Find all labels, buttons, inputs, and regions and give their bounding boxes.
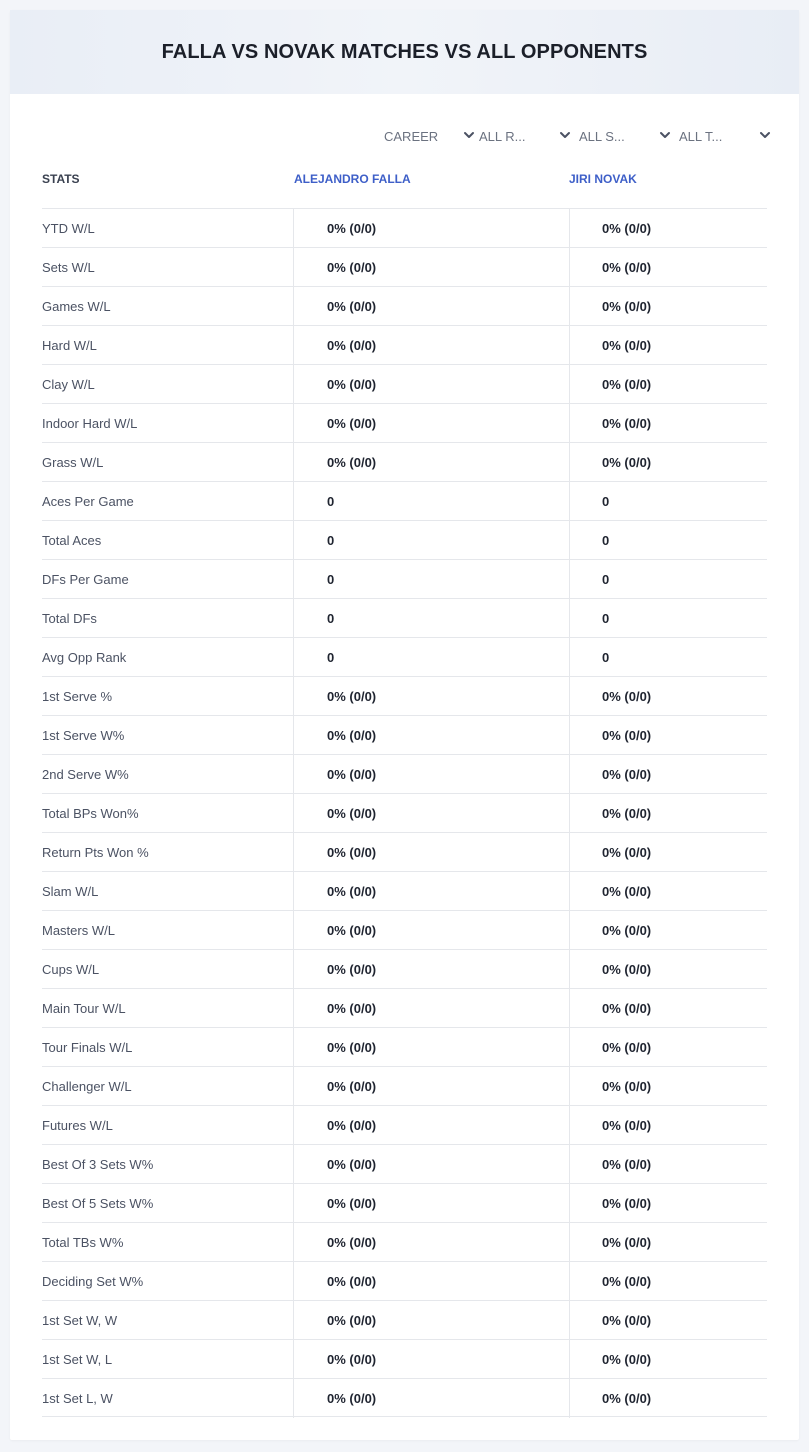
player1-stat-value: 0% (0/0) — [293, 950, 569, 989]
table-row — [42, 559, 767, 598]
player1-stat-value: 0% (0/0) — [293, 989, 569, 1028]
table-row — [42, 637, 767, 676]
stat-label: 1st Set W, W — [42, 1313, 118, 1328]
player2-stat-value: 0% (0/0) — [569, 950, 767, 989]
player1-stat-value: 0% (0/0) — [293, 1301, 569, 1340]
stat-label: 1st Serve % — [42, 689, 113, 704]
stat-label: 1st Serve W% — [42, 728, 125, 743]
table-row — [42, 325, 767, 364]
player2-stat-value: 0 — [569, 599, 767, 638]
chevron-down-icon — [658, 128, 672, 142]
page-title: FALLA VS NOVAK MATCHES VS ALL OPPONENTS — [161, 40, 648, 63]
player2-stat-value: 0% (0/0) — [569, 872, 767, 911]
table-row — [42, 832, 767, 871]
table-row — [42, 676, 767, 715]
player1-stat-value: 0% (0/0) — [293, 287, 569, 326]
player2-stat-value: 0% (0/0) — [569, 404, 767, 443]
player1-stat-value: 0 — [293, 521, 569, 560]
player1-stat-value: 0% (0/0) — [293, 443, 569, 482]
stat-label: Main Tour W/L — [42, 1001, 126, 1016]
table-row — [42, 208, 767, 247]
stat-label: Total BPs Won% — [42, 806, 139, 821]
table-row — [42, 520, 767, 559]
stat-label: 1st Set W, L — [42, 1352, 113, 1367]
stats-card — [10, 10, 799, 1440]
stat-label: Return Pts Won % — [42, 845, 149, 860]
stat-label: DFs Per Game — [42, 572, 129, 587]
stat-label: Hard W/L — [42, 338, 97, 353]
round-select[interactable] — [479, 126, 569, 146]
stat-label: Total DFs — [42, 611, 97, 626]
player2-stat-value: 0% (0/0) — [569, 677, 767, 716]
stat-label: Indoor Hard W/L — [42, 416, 138, 431]
table-row — [42, 1300, 767, 1339]
round-select-value: ALL R... — [479, 128, 526, 144]
table-row — [42, 1183, 767, 1222]
stat-label: Aces Per Game — [42, 494, 134, 509]
stats-column-header: STATS — [42, 172, 80, 186]
table-row — [42, 910, 767, 949]
player1-stat-value: 0% (0/0) — [293, 1028, 569, 1067]
player1-stat-value: 0% (0/0) — [293, 1067, 569, 1106]
table-row — [42, 481, 767, 520]
table-row — [42, 715, 767, 754]
table-row — [42, 1261, 767, 1300]
player1-stat-value: 0 — [293, 560, 569, 599]
player2-stat-value: 0% (0/0) — [569, 833, 767, 872]
table-row — [42, 403, 767, 442]
player1-stat-value: 0% (0/0) — [293, 209, 569, 248]
period-select-value: CAREER — [384, 128, 439, 144]
player1-link[interactable]: ALEJANDRO FALLA — [294, 172, 411, 186]
card-header — [10, 10, 799, 94]
player1-stat-value: 0% (0/0) — [293, 248, 569, 287]
stat-label: 2nd Serve W% — [42, 767, 129, 782]
player2-stat-value: 0% (0/0) — [569, 1145, 767, 1184]
player1-stat-value: 0% (0/0) — [293, 677, 569, 716]
table-row — [42, 1144, 767, 1183]
table-row — [42, 949, 767, 988]
player1-stat-value: 0% (0/0) — [293, 1379, 569, 1418]
stat-label: Futures W/L — [42, 1118, 113, 1133]
table-row — [42, 1066, 767, 1105]
player2-stat-value: 0 — [569, 482, 767, 521]
player2-stat-value: 0% (0/0) — [569, 287, 767, 326]
stat-label: Sets W/L — [42, 260, 95, 275]
player1-stat-value: 0% (0/0) — [293, 755, 569, 794]
player2-stat-value: 0% (0/0) — [569, 1262, 767, 1301]
period-select[interactable] — [384, 126, 472, 146]
stat-label: YTD W/L — [42, 221, 95, 236]
player1-stat-value: 0% (0/0) — [293, 1184, 569, 1223]
player1-stat-value: 0% (0/0) — [293, 833, 569, 872]
stat-label: Masters W/L — [42, 923, 115, 938]
player1-stat-value: 0% (0/0) — [293, 1262, 569, 1301]
stats-table — [42, 208, 767, 1417]
player1-stat-value: 0% (0/0) — [293, 1223, 569, 1262]
filter-bar — [382, 126, 772, 146]
player2-stat-value: 0% (0/0) — [569, 1223, 767, 1262]
player2-stat-value: 0 — [569, 638, 767, 677]
player2-stat-value: 0% (0/0) — [569, 1379, 767, 1418]
table-row — [42, 364, 767, 403]
stat-label: Best Of 3 Sets W% — [42, 1157, 154, 1172]
player1-stat-value: 0% (0/0) — [293, 911, 569, 950]
player2-stat-value: 0% (0/0) — [569, 365, 767, 404]
player2-stat-value: 0% (0/0) — [569, 716, 767, 755]
player1-stat-value: 0% (0/0) — [293, 794, 569, 833]
surface-select-value: ALL S... — [579, 128, 625, 144]
player2-stat-value: 0% (0/0) — [569, 1184, 767, 1223]
player2-stat-value: 0% (0/0) — [569, 989, 767, 1028]
player2-stat-value: 0% (0/0) — [569, 1067, 767, 1106]
stat-label: Games W/L — [42, 299, 111, 314]
stat-label: 1st Set L, W — [42, 1391, 113, 1406]
player2-stat-value: 0% (0/0) — [569, 911, 767, 950]
stat-label: Cups W/L — [42, 962, 100, 977]
chevron-down-icon — [758, 128, 772, 142]
player1-stat-value: 0% (0/0) — [293, 1145, 569, 1184]
chevron-down-icon — [462, 128, 476, 142]
player2-stat-value: 0% (0/0) — [569, 326, 767, 365]
table-row — [42, 286, 767, 325]
player1-stat-value: 0 — [293, 482, 569, 521]
stat-label: Slam W/L — [42, 884, 99, 899]
player2-link[interactable]: JIRI NOVAK — [569, 172, 637, 186]
table-row — [42, 754, 767, 793]
player2-stat-value: 0% (0/0) — [569, 248, 767, 287]
player1-stat-value: 0% (0/0) — [293, 326, 569, 365]
player2-stat-value: 0% (0/0) — [569, 1106, 767, 1145]
stat-label: Avg Opp Rank — [42, 650, 127, 665]
player1-stat-value: 0 — [293, 599, 569, 638]
player2-stat-value: 0 — [569, 521, 767, 560]
player1-stat-value: 0% (0/0) — [293, 872, 569, 911]
stat-label: Best Of 5 Sets W% — [42, 1196, 154, 1211]
player1-stat-value: 0% (0/0) — [293, 1106, 569, 1145]
table-row — [42, 871, 767, 910]
tournament-select-value: ALL T... — [679, 128, 723, 144]
player1-stat-value: 0% (0/0) — [293, 404, 569, 443]
table-row — [42, 1339, 767, 1378]
player2-stat-value: 0 — [569, 560, 767, 599]
player2-stat-value: 0% (0/0) — [569, 755, 767, 794]
player1-stat-value: 0% (0/0) — [293, 365, 569, 404]
table-row — [42, 1027, 767, 1066]
table-row — [42, 1105, 767, 1144]
stat-label: Challenger W/L — [42, 1079, 132, 1094]
player1-stat-value: 0% (0/0) — [293, 1340, 569, 1379]
player1-stat-value: 0% (0/0) — [293, 716, 569, 755]
stat-label: Total TBs W% — [42, 1235, 124, 1250]
player2-stat-value: 0% (0/0) — [569, 1028, 767, 1067]
stat-label: Tour Finals W/L — [42, 1040, 133, 1055]
table-row — [42, 247, 767, 286]
player2-stat-value: 0% (0/0) — [569, 443, 767, 482]
table-row — [42, 988, 767, 1027]
tournament-select[interactable] — [679, 126, 769, 146]
player2-stat-value: 0% (0/0) — [569, 794, 767, 833]
table-row — [42, 793, 767, 832]
player2-stat-value: 0% (0/0) — [569, 209, 767, 248]
player1-stat-value: 0 — [293, 638, 569, 677]
player2-stat-value: 0% (0/0) — [569, 1340, 767, 1379]
stat-label: Deciding Set W% — [42, 1274, 144, 1289]
chevron-down-icon — [558, 128, 572, 142]
stat-label: Total Aces — [42, 533, 102, 548]
table-row — [42, 598, 767, 637]
stat-label: Clay W/L — [42, 377, 95, 392]
table-row — [42, 442, 767, 481]
table-row — [42, 1378, 767, 1417]
table-row — [42, 1222, 767, 1261]
player2-stat-value: 0% (0/0) — [569, 1301, 767, 1340]
stat-label: Grass W/L — [42, 455, 104, 470]
surface-select[interactable] — [579, 126, 669, 146]
